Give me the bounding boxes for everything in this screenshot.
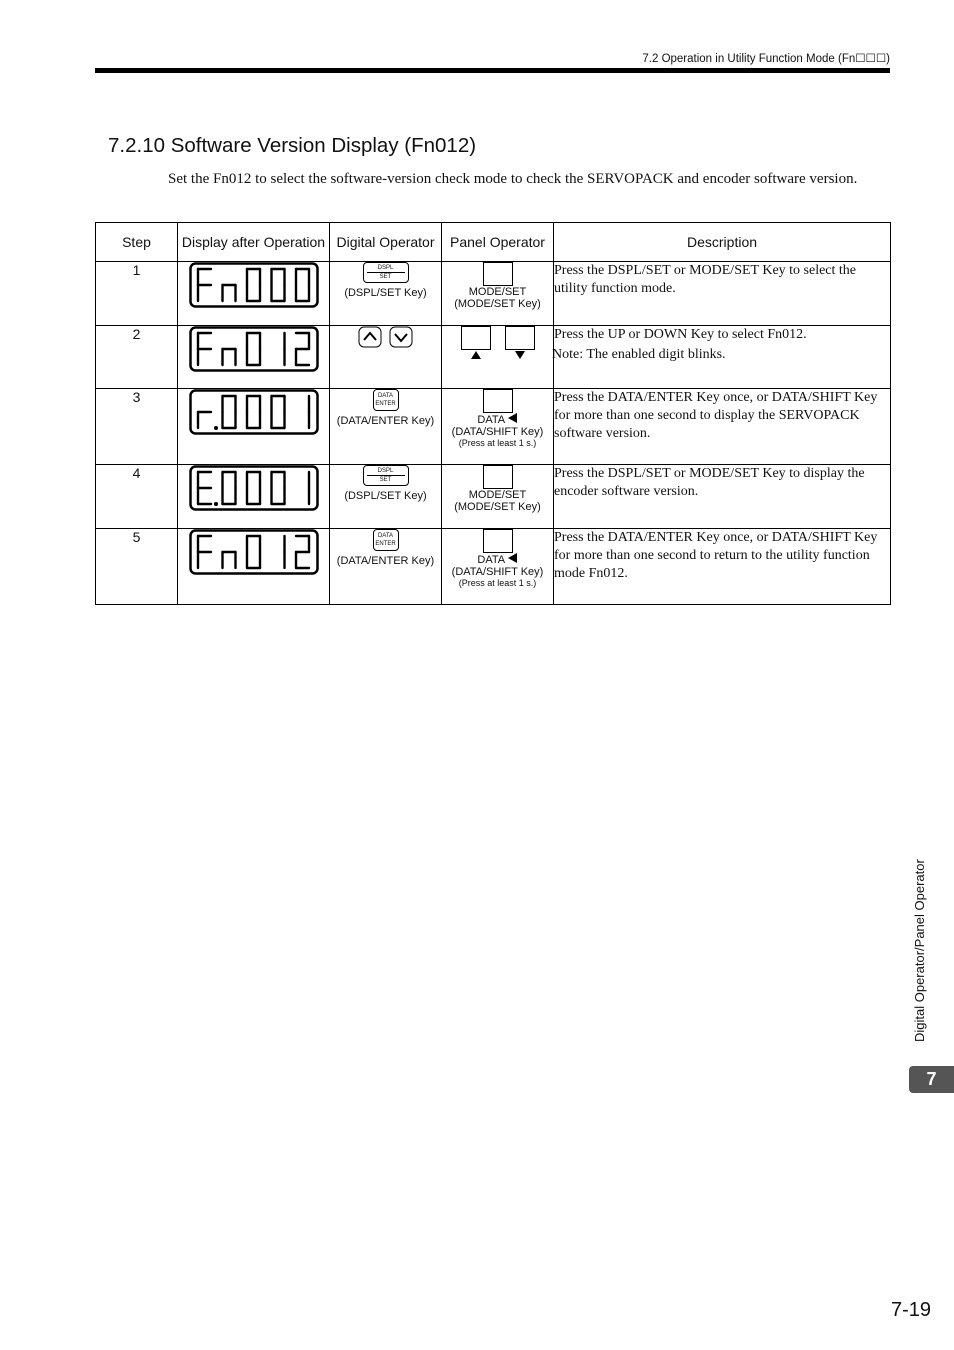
down-triangle-icon xyxy=(514,350,526,360)
lcd-display xyxy=(189,465,319,511)
data-shift-key[interactable] xyxy=(483,529,513,553)
step-description: Press the DSPL/SET or MODE/SET Key to select the utility function mode. xyxy=(554,262,891,326)
step-note: Note: The enabled digit blinks. xyxy=(552,347,726,362)
dspl-set-key[interactable]: DSPL SET xyxy=(363,262,409,283)
panel-key-caption: (DATA/SHIFT Key) xyxy=(451,566,544,578)
step-description: Press the UP or DOWN Key to select Fn012. xyxy=(554,327,807,342)
header-description: Description xyxy=(554,223,891,262)
down-panel-key[interactable] xyxy=(505,326,535,350)
table-row xyxy=(96,389,891,465)
step-description: Press the DATA/ENTER Key once, or DATA/SHIFT Key for more than one second to return to the utility function mode Fn012. xyxy=(554,529,891,605)
step-number: 2 xyxy=(96,326,178,389)
step-number: 5 xyxy=(96,529,178,605)
table-row xyxy=(96,465,891,529)
table-row xyxy=(96,529,891,605)
digital-key-caption: (DATA/ENTER Key) xyxy=(336,415,435,427)
step-description: Press the DSPL/SET or MODE/SET Key to display the encoder software version. xyxy=(554,465,891,529)
header-rule xyxy=(95,68,890,73)
step-number: 4 xyxy=(96,465,178,529)
press-duration-note: (Press at least 1 s.) xyxy=(458,578,537,588)
table-row xyxy=(96,326,891,389)
up-triangle-icon xyxy=(470,350,482,360)
mode-set-key[interactable] xyxy=(483,262,513,286)
lcd-display xyxy=(189,389,319,435)
panel-key-caption: (DATA/SHIFT Key) xyxy=(451,426,544,438)
mode-set-key[interactable] xyxy=(483,465,513,489)
header-digital-operator: Digital Operator xyxy=(330,223,442,262)
chapter-tab: 7 xyxy=(909,1066,954,1093)
section-title: 7.2.10 Software Version Display (Fn012) xyxy=(108,134,477,157)
step-number: 3 xyxy=(96,389,178,465)
side-chapter-label: Digital Operator/Panel Operator xyxy=(912,859,927,1042)
page-number: 7-19 xyxy=(890,1299,931,1321)
panel-key-caption: (MODE/SET Key) xyxy=(454,501,541,513)
panel-key-label: DATA xyxy=(477,414,505,426)
left-triangle-icon xyxy=(508,553,518,563)
operation-steps-table xyxy=(95,222,891,605)
lcd-display xyxy=(189,326,319,372)
digital-key-caption: (DSPL/SET Key) xyxy=(344,287,427,299)
panel-key-label: DATA xyxy=(477,554,505,566)
table-row xyxy=(96,262,891,326)
panel-key-label: MODE/SET xyxy=(468,286,527,298)
dspl-set-key[interactable]: DSPL SET xyxy=(363,465,409,486)
up-key-icon[interactable] xyxy=(358,326,382,348)
data-enter-key[interactable]: DATA ENTER xyxy=(373,529,399,551)
press-duration-note: (Press at least 1 s.) xyxy=(458,438,537,448)
digital-key-caption: (DATA/ENTER Key) xyxy=(336,555,435,567)
intro-paragraph: Set the Fn012 to select the software-version check mode to check the SERVOPACK and encoder software version. xyxy=(168,171,858,187)
step-number: 1 xyxy=(96,262,178,326)
header-panel-operator: Panel Operator xyxy=(442,223,554,262)
lcd-display xyxy=(189,529,319,575)
running-header: 7.2 Operation in Utility Function Mode (Fn☐☐☐) xyxy=(642,53,890,65)
panel-key-label: MODE/SET xyxy=(468,489,527,501)
header-display: Display after Operation xyxy=(178,223,330,262)
digital-key-caption: (DSPL/SET Key) xyxy=(344,490,427,502)
left-triangle-icon xyxy=(508,413,518,423)
header-step: Step xyxy=(96,223,178,262)
down-key-icon[interactable] xyxy=(389,326,413,348)
step-description: Press the DATA/ENTER Key once, or DATA/SHIFT Key for more than one second to display the SERVOPACK software version. xyxy=(554,389,891,465)
data-enter-key[interactable]: DATA ENTER xyxy=(373,389,399,411)
data-shift-key[interactable] xyxy=(483,389,513,413)
up-panel-key[interactable] xyxy=(461,326,491,350)
table-header-row xyxy=(96,223,891,262)
panel-key-caption: (MODE/SET Key) xyxy=(454,298,541,310)
lcd-display xyxy=(189,262,319,308)
